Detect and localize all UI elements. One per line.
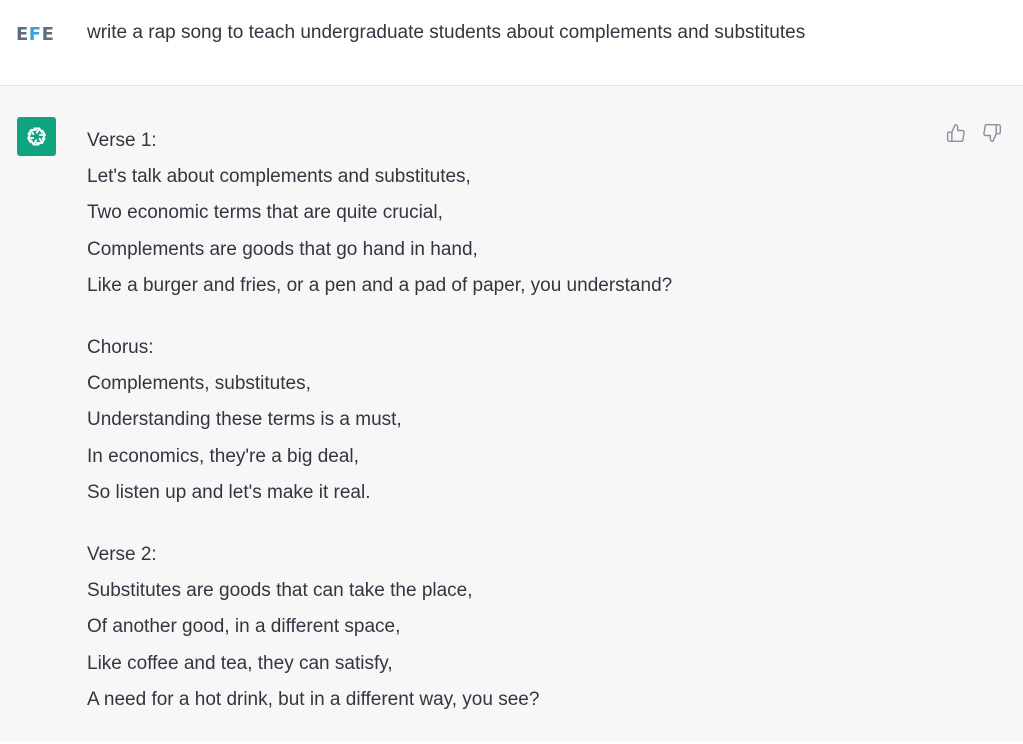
lyric-line: Of another good, in a different space, (87, 616, 401, 638)
avatar-letter: E (16, 24, 29, 45)
stanza-heading: Verse 1: (87, 130, 157, 151)
avatar-letter: F (28, 24, 42, 45)
avatar-letter: E (41, 24, 55, 45)
lyric-line: So listen up and let's make it real. (87, 481, 371, 503)
thumbs-up-button[interactable] (945, 122, 967, 144)
thumbs-down-icon (982, 123, 1002, 143)
stanza-verse-2 (87, 537, 927, 718)
lyric-line: Two economic terms that are quite crucial, (87, 202, 443, 224)
lyric-line: Complements are goods that go hand in hand, (87, 238, 478, 260)
user-avatar (16, 24, 54, 46)
assistant-message-row (0, 86, 1023, 741)
stanza-chorus (87, 330, 927, 511)
lyric-line: Like a burger and fries, or a pen and a pad of paper, you understand? (87, 274, 673, 296)
lyric-line: Complements, substitutes, (87, 373, 311, 395)
lyric-line: Let's talk about complements and substitutes, (87, 166, 471, 188)
thumbs-up-icon (946, 123, 966, 143)
lyric-line: Like coffee and tea, they can satisfy, (87, 652, 393, 674)
stanza-verse-1 (87, 123, 927, 304)
lyric-line: A need for a hot drink, but in a different way, you see? (87, 688, 540, 710)
assistant-response (87, 123, 927, 744)
stanza-heading: Verse 2: (87, 544, 157, 566)
user-message-row (0, 0, 1023, 86)
openai-logo-icon (17, 117, 56, 156)
lyric-line: Understanding these terms is a must, (87, 409, 402, 431)
thumbs-down-button[interactable] (981, 122, 1003, 144)
user-prompt-text: write a rap song to teach undergraduate students about complements and substitutes (87, 22, 806, 43)
stanza-heading: Chorus: (87, 337, 154, 359)
lyric-line: In economics, they're a big deal, (87, 445, 359, 467)
feedback-buttons (945, 122, 1003, 144)
lyric-line: Substitutes are goods that can take the place, (87, 580, 473, 602)
